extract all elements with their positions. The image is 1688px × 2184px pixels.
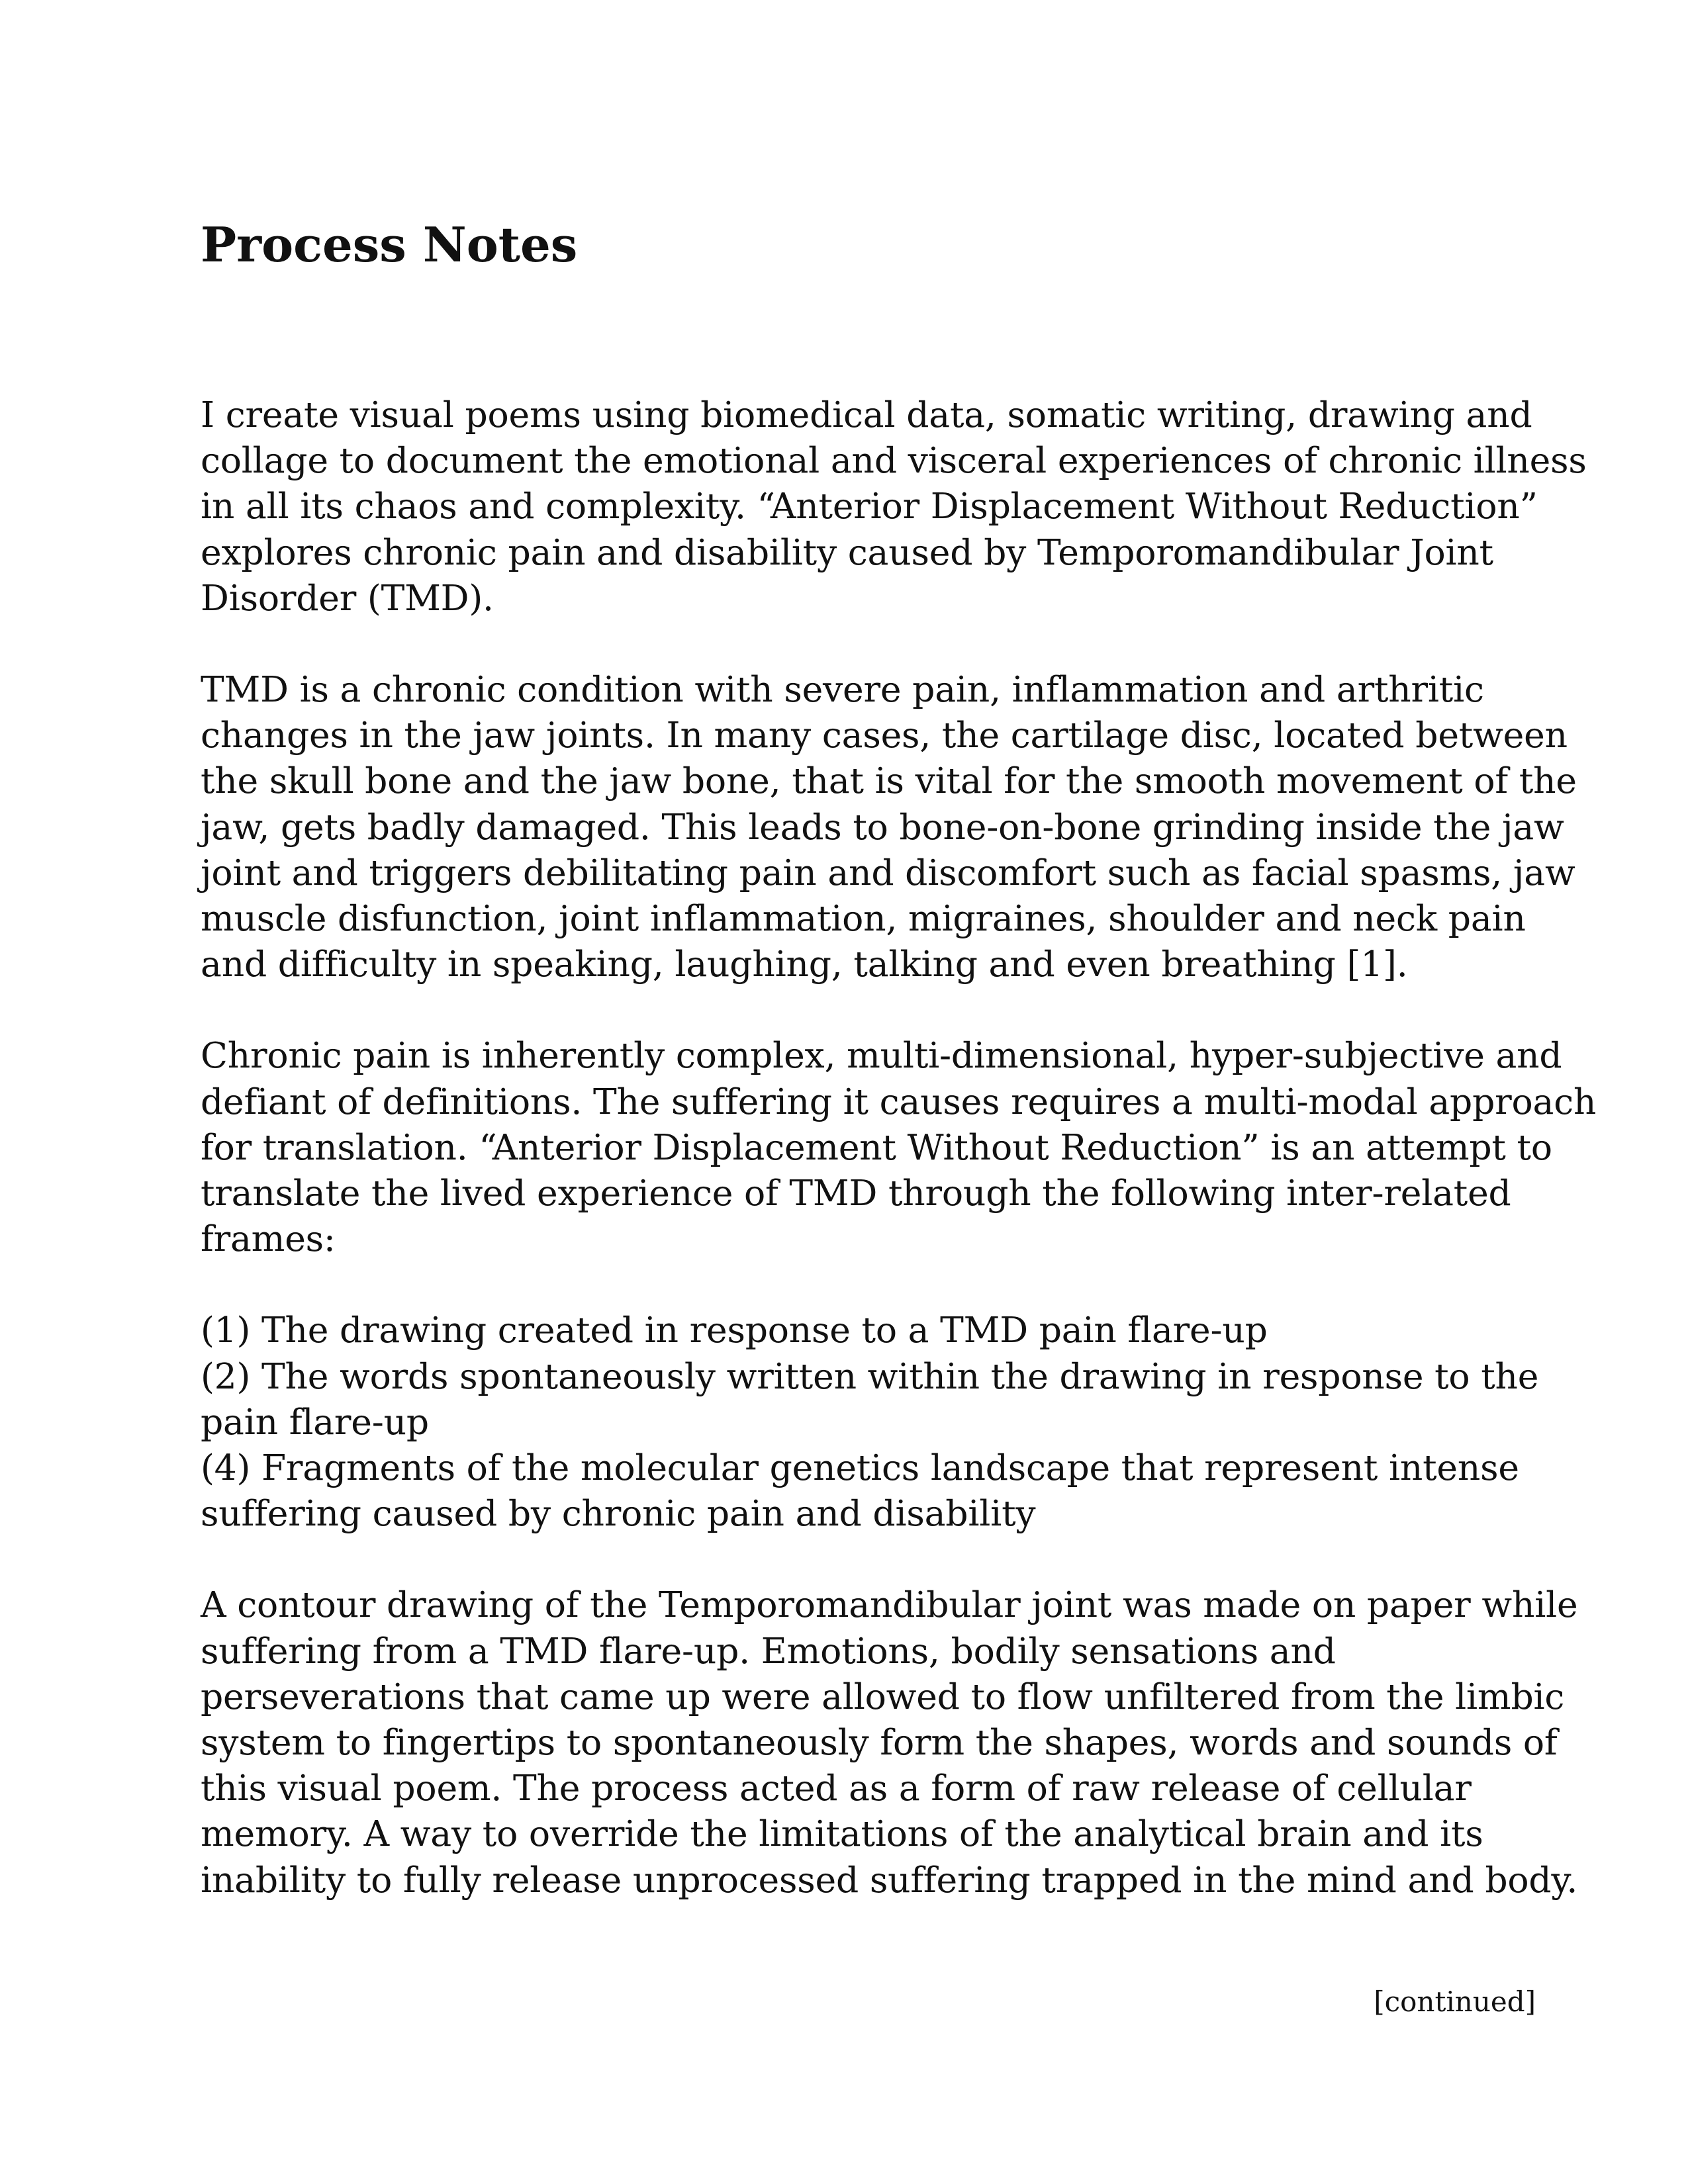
contour-drawing-paragraph: A contour drawing of the Temporomandibular joint was made on paper while suffering from a TMD flare-up. Emotions, bodily sensations and perseverations that came up were allowed to flow unfiltered from the limbic system to fingertips to spontaneously form the shapes, words and sounds of this visual poem. The process acted as a form of raw release of cellular memory. A way to override the limitations of the analytical brain and its inability to fully release unprocessed suffering trapped in the mind and body. <box>201 1584 1578 1901</box>
tmd-description-paragraph: TMD is a chronic condition with severe pain, inflammation and arthritic changes in the jaw joints. In many cases, the cartilage disc, located between the skull bone and the jaw bone, that is vital for the smooth movement of the jaw, gets badly damaged. This leads to bone-on-bone grinding inside the jaw joint and triggers debilitating pain and discomfort such as facial spasms, jaw muscle disfunction, joint inflammation, migraines, shoulder and neck pain and difficulty in speaking, laughing, talking and even breathing [1]. <box>201 668 1577 985</box>
process-notes-body <box>201 392 1597 1948</box>
continued-label: [continued] <box>1374 1985 1536 2018</box>
frames-list-item-4: (4) Fragments of the molecular genetics landscape that represent intense suffering caused by chronic pain and disability <box>201 1447 1519 1535</box>
frames-list-item-1: (1) The drawing created in response to a TMD pain flare-up <box>201 1309 1268 1351</box>
frames-list <box>201 1307 1597 1536</box>
frames-list-item-2: (2) The words spontaneously written within the drawing in response to the pain flare-up <box>201 1355 1539 1443</box>
intro-paragraph: I create visual poems using biomedical data, somatic writing, drawing and collage to document the emotional and visceral experiences of chronic illness in all its chaos and complexity. “Anterior Displacement Without Reduction” explores chronic pain and disability caused by Temporomandibular Joint Disorder (TMD). <box>201 394 1587 619</box>
chronic-pain-paragraph: Chronic pain is inherently complex, multi-dimensional, hyper-subjective and defiant of definitions. The suffering it causes requires a multi-modal approach for translation. “Anterior Displacement Without Reduction” is an attempt to translate the lived experience of TMD through the following inter-related frames: <box>201 1034 1597 1260</box>
page-title: Process Notes <box>201 216 578 273</box>
